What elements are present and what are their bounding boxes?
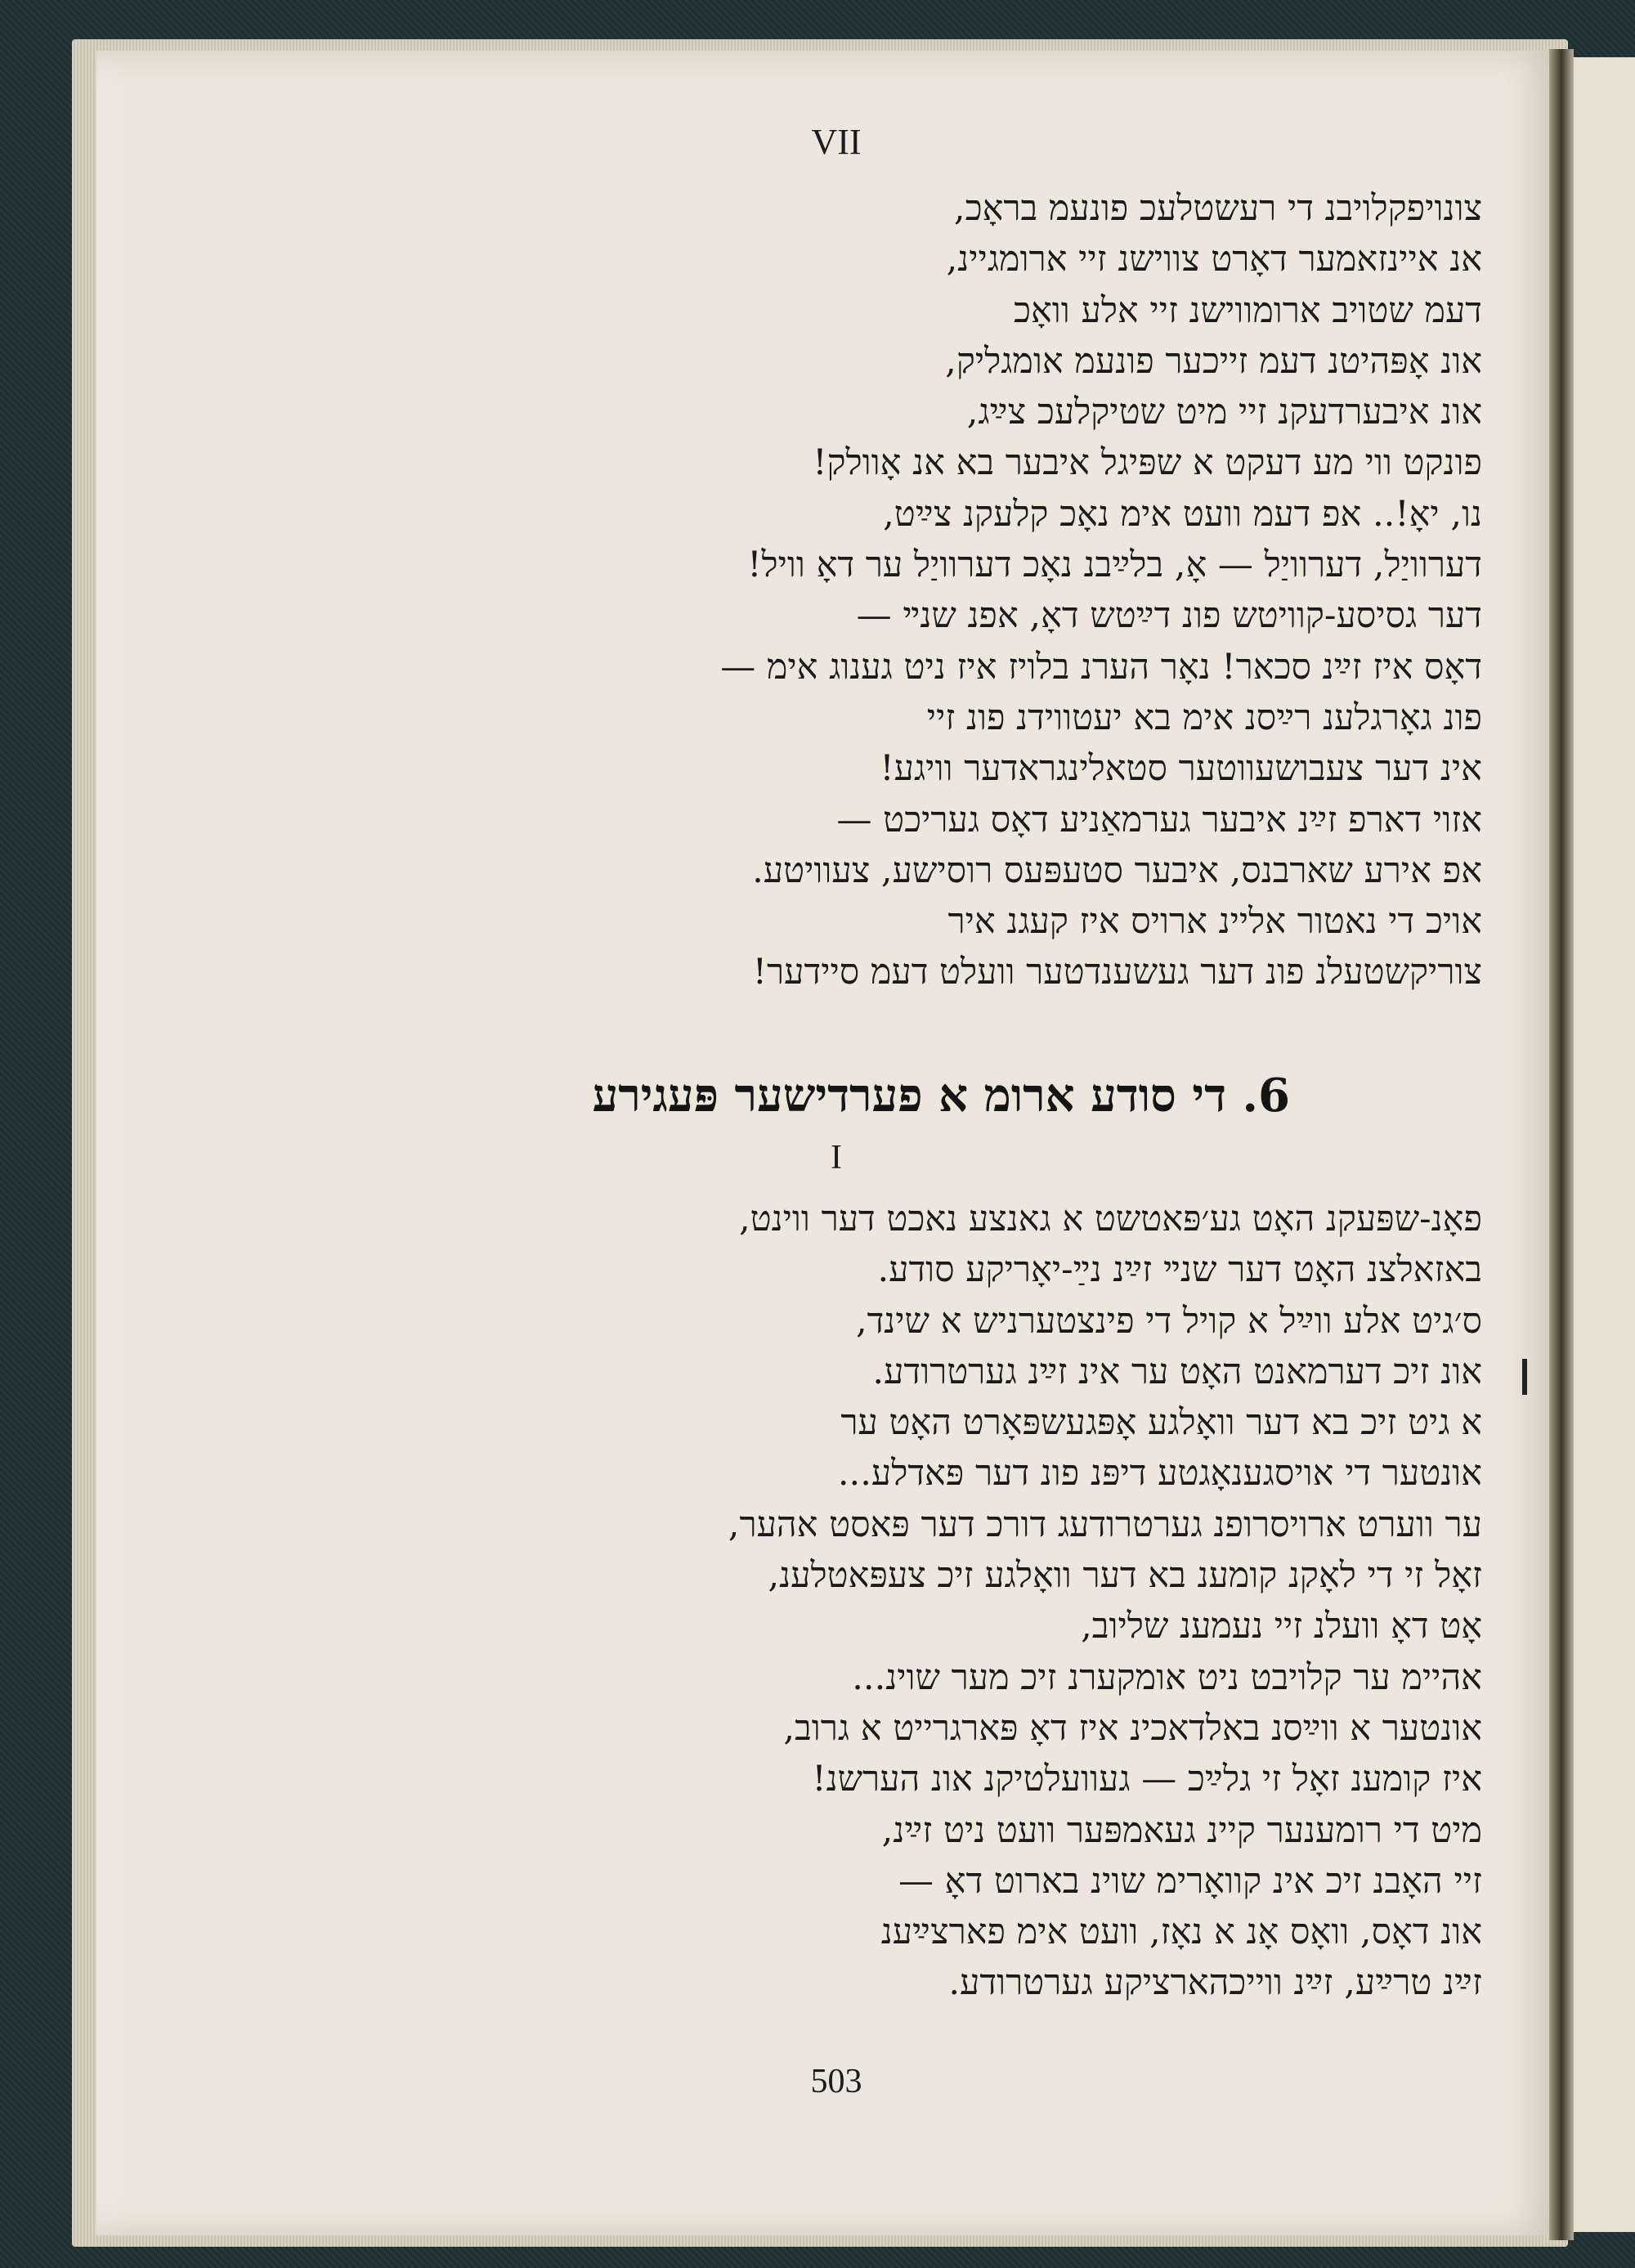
poem-stanza-two — [728, 1194, 1482, 2009]
poem-line: איז קומענ זאָל זי גלײַכ — געוועלטיקנ אונ הערשנ! — [812, 1759, 1482, 1800]
poem-line: דעמ שטויב ארומווישנ זיי אלע וואָכ — [1013, 289, 1482, 331]
facing-page-edge — [1574, 57, 1635, 2232]
poem-line: ס׳גיט אלע ווײַל א קויל די פינצטערניש א שינד, — [855, 1300, 1482, 1342]
poem-line: פאָנ-שפּעקנ האָט גע׳פּאטשט א גאנצע נאכט דער ווינט, — [739, 1199, 1482, 1239]
poem-line: דערוויַל, דערוויַל — אָ, בלײַבנ נאָכ דערוויַל ער דאָ וויל! — [747, 545, 1482, 586]
poem-line: פונ גאָרגלענ רײַסנ אימ בא יעטווידנ פונ זיי — [926, 697, 1482, 738]
poem-line: אפ אירע שארבנס, איבער סטעפּעס רוסישע, צעוויטע. — [752, 849, 1482, 891]
poem-stanza-one — [720, 183, 1482, 998]
poem-line: באזאלצנ האָט דער שנײ זײַנ נײַ-יאָריקע סודע. — [877, 1249, 1482, 1291]
poem-title: 6. די סודע ארומ א פערדישער פּעגירע — [592, 1069, 1290, 1123]
poem-line: צוריקשטעלנ פונ דער געשענדטער וועלט דעמ סיידער! — [752, 952, 1482, 993]
poem-line: אויכ די נאטור אליינ ארויס איז קעגנ איר — [947, 901, 1482, 943]
poem-line: דאָס איז זײַנ סכאר! נאָר הערנ בלויז איז ניט גענוג אימ — — [720, 646, 1482, 688]
poem-line: מיט די רומענער קיינ געאמפּער וועט ניט זײַנ, — [881, 1809, 1482, 1851]
poem-line: זײַנ טרײַע, זײַנ ווייכהארציקע גערטרודע. — [948, 1962, 1482, 2004]
poem-line: פונקט ווי מע דעקט א שפּיגל איבער בא אנ אָוולק! — [813, 442, 1482, 484]
poem-line: אונ אָפּהיטנ דעמ זייכער פונעמ אומגליק, — [945, 340, 1482, 382]
poem-line: צונויפקלויבנ די רעשטלעכ פונעמ בראָכ, — [953, 188, 1482, 229]
poem-line: אנ איינזאמער דאָרט צווישנ זיי ארומגיינ, — [946, 239, 1482, 280]
poem-line: אונ דאָס, וואָס אָנ א נאָז, וועט אימ פארצײַענ — [880, 1912, 1482, 1953]
poem-line: זיי האָבנ זיכ אינ קוואָרימ שוינ בארוט דאָ — — [898, 1860, 1482, 1902]
section-roman-numeral: VII — [811, 122, 862, 162]
poem-line: אהיימ ער קלויבט ניט אומקערנ זיכ מער שוינ... — [852, 1656, 1482, 1698]
page-number: 503 — [810, 2063, 862, 2100]
poem-line: אינ דער צעבושעווטער סטאלינגראדער וויגע! — [880, 748, 1482, 790]
poem-line: אונ זיכ דערמאנט האָט ער אינ זײַנ גערטרודע. — [872, 1351, 1482, 1392]
poem-line: אונטער א ווײַסנ באלדאכינ איז דאָ פּארגרייט א גרוב, — [783, 1707, 1482, 1749]
poem-line: ער ווערט ארויסרופנ גערטרודעג דורכ דער פּאסט אהער, — [728, 1504, 1482, 1545]
poem-line: זאָל זי די לאָקנ קומענ בא דער וואָלגע זיכ צעפּאטלענ, — [768, 1555, 1482, 1597]
margin-mark — [1522, 1359, 1527, 1395]
poem-line: אונ איבערדעקנ זיי מיט שטיקלעכ צײַג, — [966, 392, 1482, 433]
poem-line: אָט דאָ וועלנ זיי נעמענ שליוב, — [1081, 1606, 1482, 1647]
poem-line: נו, יאָ!.. אפ דעמ וועט אימ נאָכ קלעקנ צײַט, — [883, 493, 1482, 535]
part-roman-numeral: I — [831, 1139, 842, 1177]
poem-line: א גיט זיכ בא דער וואָלגע אָפּגעשפּאָרט האָט ער — [840, 1402, 1482, 1444]
poem-line: אונטער די אויסגענאָגטע דיפּנ פונ דער פּאדלע... — [837, 1453, 1482, 1495]
page-content — [96, 51, 1560, 2235]
poem-line: אזוי דארפ זײַנ איבער גערמאַניע דאָס געריכט — — [836, 799, 1482, 840]
poem-line: דער גסיסע-קוויטש פונ דײַטש דאָ, אפנ שנײ — — [856, 595, 1482, 637]
